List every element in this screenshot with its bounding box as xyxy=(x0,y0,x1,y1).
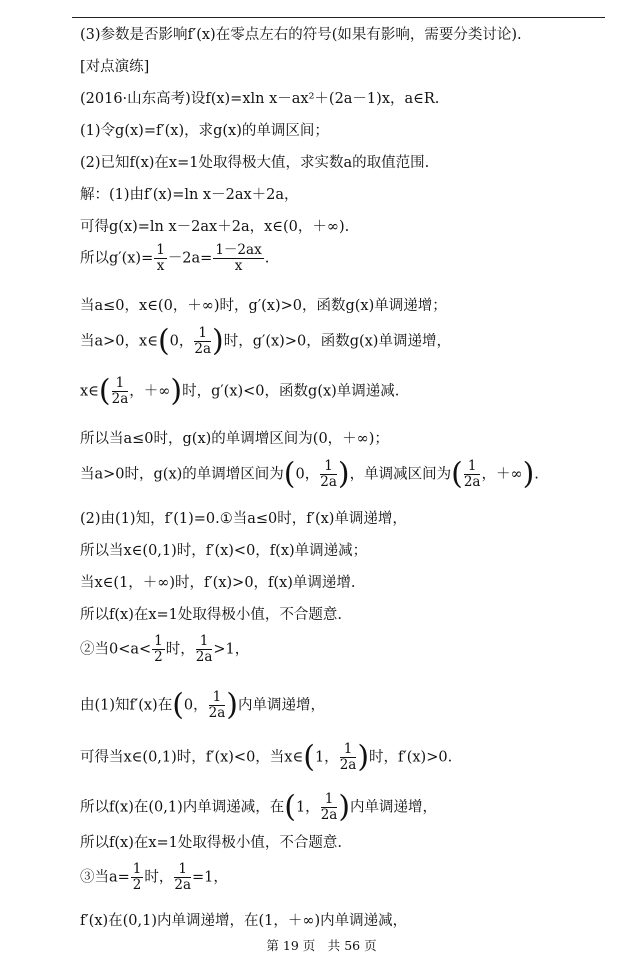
right-paren: ) xyxy=(226,687,239,723)
fraction-denominator: 2a xyxy=(320,474,337,490)
fraction-denominator: x xyxy=(156,258,165,274)
formula-line xyxy=(80,373,400,409)
fraction-denominator: 2a xyxy=(174,877,192,893)
left-paren: ( xyxy=(157,323,170,359)
fraction-numerator: 1 xyxy=(320,459,337,475)
text-line: 所以当a≤0时，g(x)的单调增区间为(0，＋∞)； xyxy=(80,431,389,447)
text-segment: ②当0<a< xyxy=(80,641,152,658)
fraction xyxy=(321,792,338,823)
section-heading: [对点演练] xyxy=(80,59,150,75)
text-line: 当a≤0，x∈(0，＋∞)时，g′(x)>0，函数g(x)单调递增； xyxy=(80,298,447,314)
text-line: 当x∈(1，＋∞)时，f′(x)>0，f(x)单调递增. xyxy=(80,575,356,591)
fraction-denominator: 2 xyxy=(154,649,163,665)
fraction-numerator: 1 xyxy=(321,792,338,808)
text-segment: 当a>0时，g(x)的单调增区间为 xyxy=(80,466,284,483)
text-segment: 时，f′(x)>0. xyxy=(369,749,453,766)
text-line: (1)令g(x)=f′(x)，求g(x)的单调区间； xyxy=(80,123,329,139)
fraction xyxy=(213,243,263,274)
fraction-denominator: 2a xyxy=(194,341,212,357)
right-paren: ) xyxy=(338,789,351,825)
text-segment: －2a= xyxy=(167,250,213,267)
fraction xyxy=(194,326,211,357)
left-paren: ( xyxy=(451,456,463,492)
formula-line xyxy=(80,789,438,825)
fraction-numerator: 1 xyxy=(340,742,357,758)
text-line: 所以f(x)在x=1处取得极小值，不合题意. xyxy=(80,835,343,851)
text-segment: 1， xyxy=(295,799,320,816)
page-footer: 第 19 页 共 56 页 xyxy=(266,938,377,953)
formula-line xyxy=(80,739,453,775)
text-segment: 可得当x∈(0,1)时，f′(x)<0，当x∈ xyxy=(80,749,304,766)
fraction-numerator: 1 xyxy=(112,376,129,392)
right-paren: ) xyxy=(170,373,183,409)
left-paren: ( xyxy=(283,456,296,492)
text-segment: ，＋∞ xyxy=(481,466,523,483)
fraction-numerator: 1－2ax xyxy=(215,242,262,258)
text-segment: 时，g′(x)<0，函数g(x)单调递减. xyxy=(182,383,400,400)
fraction-denominator: 2a xyxy=(463,474,481,490)
fraction xyxy=(209,690,226,721)
fraction-denominator: 2a xyxy=(111,391,129,407)
fraction-numerator: 1 xyxy=(464,459,481,475)
fraction xyxy=(131,862,144,893)
right-paren: ) xyxy=(357,739,370,775)
problem-statement: (2016·山东高考)设f(x)=xln x－ax²＋(2a－1)x，a∈R. xyxy=(80,91,440,107)
text-segment: 所以f(x)在(0,1)内单调递减，在 xyxy=(80,799,285,816)
text-segment: x∈ xyxy=(80,383,99,400)
formula-line xyxy=(80,687,326,723)
fraction-numerator: 1 xyxy=(156,242,165,258)
fraction-numerator: 1 xyxy=(194,326,211,342)
text-segment: 所以g′(x)= xyxy=(80,250,154,267)
formula-line xyxy=(80,323,451,359)
fraction xyxy=(174,862,191,893)
formula-line xyxy=(80,243,269,274)
text-line: 所以f(x)在x=1处取得极小值，不合题意. xyxy=(80,607,343,623)
fraction xyxy=(152,634,165,665)
fraction xyxy=(112,376,129,407)
right-paren: ) xyxy=(337,456,350,492)
fraction-denominator: 2a xyxy=(320,807,338,823)
text-segment: 时，g′(x)>0，函数g(x)单调递增， xyxy=(223,333,451,350)
text-line: (3)参数是否影响f′(x)在零点左右的符号(如果有影响，需要分类讨论). xyxy=(80,27,522,43)
text-segment: 时， xyxy=(165,641,195,658)
left-paren: ( xyxy=(303,739,315,775)
text-line: (2)已知f(x)在x=1处取得极大值，求实数a的取值范围. xyxy=(80,155,430,171)
text-line: 可得g(x)=ln x－2ax＋2a，x∈(0，＋∞). xyxy=(80,219,350,235)
text-segment: . xyxy=(534,466,539,483)
formula-line xyxy=(80,634,249,665)
top-rule xyxy=(72,17,605,18)
fraction xyxy=(464,459,481,490)
fraction-numerator: 1 xyxy=(132,861,142,877)
text-line: 所以当x∈(0,1)时，f′(x)<0，f(x)单调递减； xyxy=(80,543,368,559)
text-segment: ③当a= xyxy=(80,869,130,886)
text-line: 解：(1)由f′(x)=ln x－2ax＋2a， xyxy=(80,187,299,203)
left-paren: ( xyxy=(284,789,296,825)
text-segment: >1， xyxy=(213,641,250,658)
text-line: f′(x)在(0,1)内单调递增，在(1，＋∞)内单调递减， xyxy=(80,913,408,929)
text-segment: . xyxy=(264,250,270,267)
fraction xyxy=(196,634,213,665)
fraction-denominator: x xyxy=(234,258,243,274)
text-segment: =1， xyxy=(192,869,228,886)
fraction xyxy=(320,459,337,490)
text-line: (2)由(1)知，f′(1)=0.①当a≤0时，f′(x)单调递增， xyxy=(80,511,407,527)
text-segment: 0， xyxy=(295,466,320,483)
fraction-denominator: 2 xyxy=(132,877,142,893)
fraction xyxy=(340,742,357,773)
formula-line xyxy=(80,862,228,893)
text-segment: 当a>0，x∈ xyxy=(80,333,158,350)
fraction-denominator: 2a xyxy=(339,757,357,773)
fraction xyxy=(154,243,167,274)
right-paren: ) xyxy=(522,456,535,492)
text-segment: 内单调递增， xyxy=(238,697,326,714)
formula-line xyxy=(80,456,539,492)
fraction-numerator: 1 xyxy=(174,862,191,878)
left-paren: ( xyxy=(172,687,184,723)
text-segment: 0， xyxy=(183,697,208,714)
fraction-numerator: 1 xyxy=(196,634,213,650)
text-segment: 内单调递增， xyxy=(350,799,438,816)
text-segment: ，＋∞ xyxy=(129,383,171,400)
fraction-numerator: 1 xyxy=(154,633,163,649)
text-segment: 由(1)知f′(x)在 xyxy=(80,697,173,714)
fraction-denominator: 2a xyxy=(208,705,226,721)
text-segment: 1， xyxy=(314,749,339,766)
text-segment: 0， xyxy=(169,333,194,350)
text-segment: ，单调减区间为 xyxy=(349,466,452,483)
text-segment: 时， xyxy=(144,869,174,886)
fraction-numerator: 1 xyxy=(209,690,226,706)
left-paren: ( xyxy=(98,373,111,409)
right-paren: ) xyxy=(212,323,224,359)
fraction-denominator: 2a xyxy=(195,649,213,665)
